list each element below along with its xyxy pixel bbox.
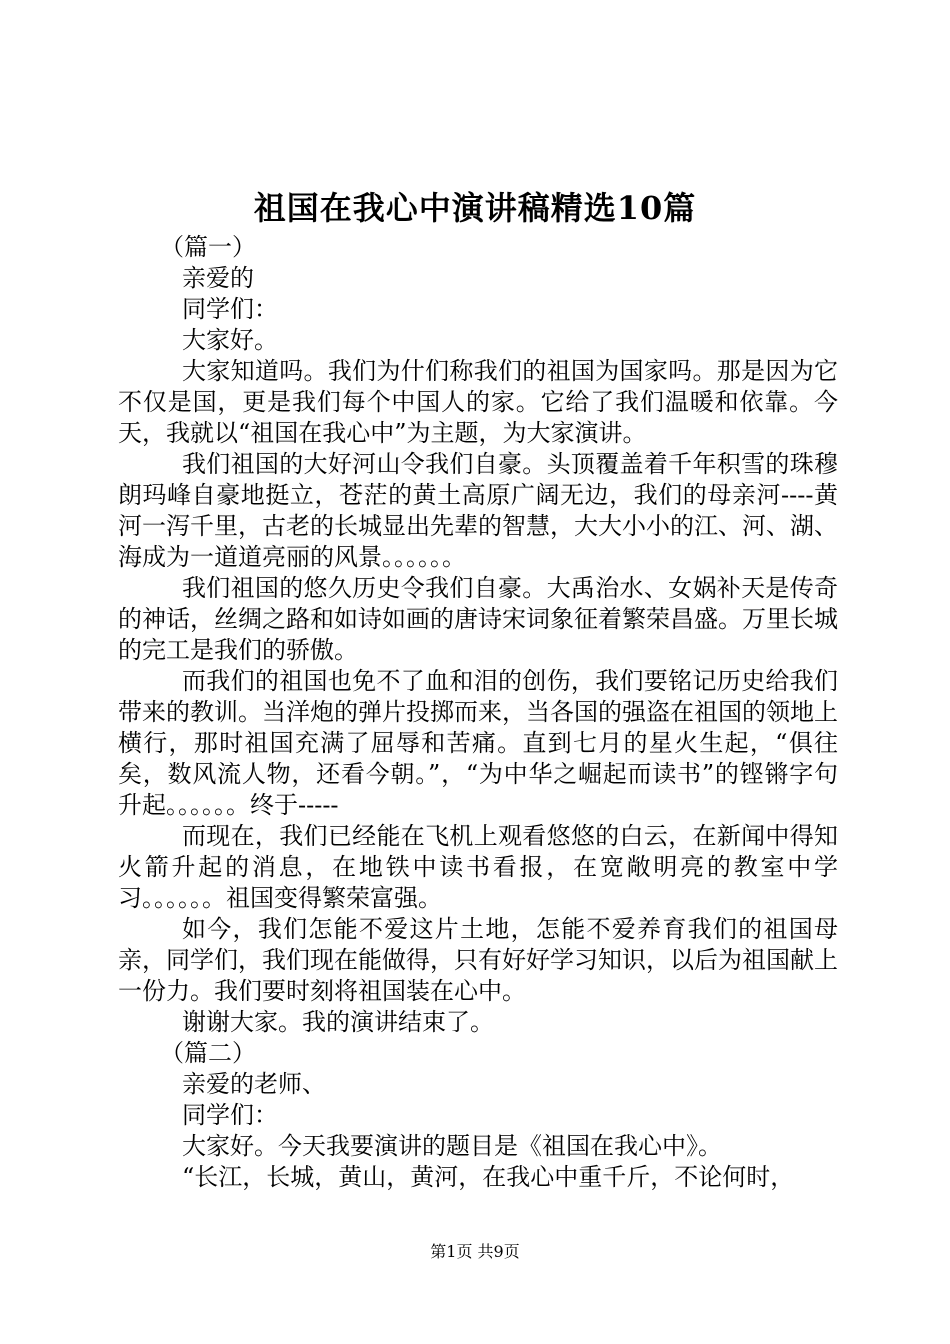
body-paragraph: “长江，长城，黄山，黄河，在我心中重千斤，不论何时， [182, 1163, 795, 1191]
document-title: 祖国在我心中演讲稿精选10篇 [253, 189, 697, 227]
greeting-line: 大家好。今天我要演讲的题目是《祖国在我心中》。 [182, 1132, 722, 1160]
salutation-line: 亲爱的老师、 [182, 1070, 326, 1098]
salutation-line: 同学们： [182, 1101, 278, 1129]
body-paragraph: 而现在，我们已经能在飞机上观看悠悠的白云，在新闻中得知火箭升起的消息，在地铁中读书看报，在宽敞明亮的教室中学习。。。。。。祖国变得繁荣富强。 [118, 822, 838, 912]
section-heading: （篇一） [160, 233, 256, 261]
salutation-line: 亲爱的 [182, 264, 254, 292]
body-paragraph: 大家知道吗。我们为什们称我们的祖国为国家吗。那是因为它不仅是国，更是我们每个中国人的家。它给了我们温暖和依靠。今天，我就以“祖国在我心中”为主题，为大家演讲。 [118, 357, 838, 447]
body-paragraph: 我们祖国的悠久历史令我们自豪。大禹治水、女娲补天是传奇的神话，丝绸之路和如诗如画的唐诗宋词象征着繁荣昌盛。万里长城的完工是我们的骄傲。 [118, 574, 838, 664]
salutation-line: 同学们： [182, 295, 278, 323]
page-footer: 第1页 共9页 [430, 1242, 520, 1261]
body-paragraph: 我们祖国的大好河山令我们自豪。头顶覆盖着千年积雪的珠穆朗玛峰自豪地挺立，苍茫的黄土高原广阔无边，我们的母亲河----黄河一泻千里，古老的长城显出先辈的智慧，大大小小的江、河、湖、海成为一道道亮丽的风景。。。。。。 [118, 450, 838, 571]
body-paragraph: 而我们的祖国也免不了血和泪的创伤，我们要铭记历史给我们带来的教训。当洋炮的弹片投掷而来，当各国的强盗在祖国的领地上横行，那时祖国充满了屈辱和苦痛。直到七月的星火生起，“俱往矣，数风流人物，还看今朝。”，“为中华之崛起而读书”的铿锵字句升起。。。。。。终于----- [118, 667, 838, 819]
document-body [118, 232, 838, 1193]
body-paragraph: 如今，我们怎能不爱这片土地，怎能不爱养育我们的祖国母亲，同学们，我们现在能做得，只有好好学习知识，以后为祖国献上一份力。我们要时刻将祖国装在心中。 [118, 915, 838, 1005]
closing-line: 谢谢大家。我的演讲结束了。 [182, 1008, 494, 1036]
greeting-line: 大家好。 [182, 326, 278, 354]
section-heading: （篇二） [160, 1039, 256, 1067]
